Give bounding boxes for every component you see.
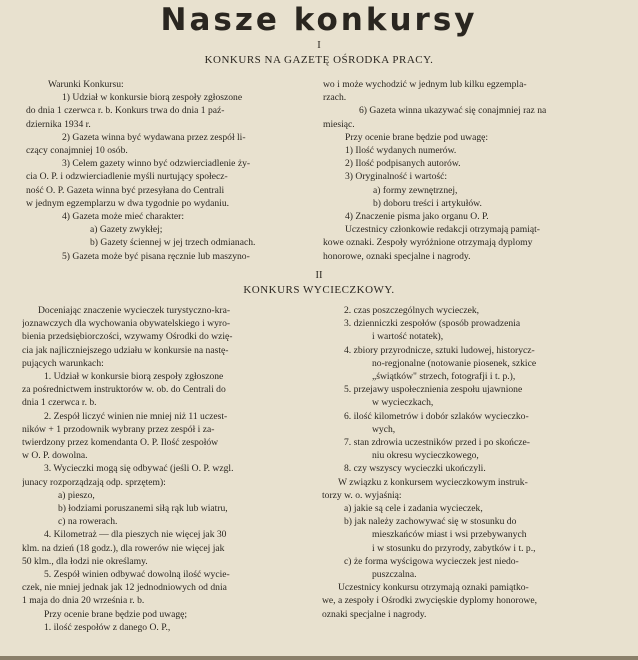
text-line: Przy ocenie brane będzie pod uwagę;	[44, 608, 188, 620]
text-line: 3. Wycieczki mogą się odbywać (jeśli O. P. wzgl.	[44, 463, 234, 475]
text-line: pujących warunkach:	[22, 357, 104, 369]
text-line: c) na rowerach.	[58, 516, 118, 528]
text-line: w jednym egzemplarzu w dwa tygodnie po wydaniu.	[26, 197, 230, 209]
text-line: do dnia 1 czerwca r. b. Konkurs trwa do dnia 1 paź-	[26, 105, 225, 117]
section-1-right-column	[323, 78, 615, 263]
text-line: 3) Oryginalność i wartość:	[345, 171, 448, 183]
text-line: 7. stan zdrowia uczestników przed i po skończe-	[344, 437, 530, 449]
text-line: we, a zespoły i Ośrodki zwycięskie dyplomy honorowe,	[322, 595, 538, 607]
text-line: dnia 1 czerwca r. b.	[22, 397, 97, 409]
text-line: bienia przedsiębiorczości, wzywamy Ośrodki do wzię-	[22, 331, 233, 343]
text-line: dziernika 1934 r.	[26, 118, 91, 130]
text-line: 1) Ilość wydanych numerów.	[345, 145, 457, 157]
text-line: junacy rozporządzają odp. sprzętem):	[22, 476, 166, 488]
section-1-heading: KONKURS NA GAZETĘ OŚRODKA PRACY.	[204, 54, 434, 66]
text-line: 2) Gazeta winna być wydawana przez zespół li-	[62, 131, 246, 143]
text-line: 3) Celem gazety winno być odzwierciadlenie ży-	[62, 158, 251, 170]
text-line: 4. zbiory przyrodnicze, sztuki ludowej, historycz-	[344, 344, 535, 356]
text-line: w wycieczkach,	[372, 397, 434, 409]
text-line: klm. na dzień (18 godz.), dla rowerów nie więcej jak	[22, 542, 225, 554]
section-2-heading: KONKURS WYCIECZKOWY.	[243, 284, 395, 296]
text-line: a) Gazety zwykłej;	[90, 224, 163, 236]
text-line: 2) Ilość podpisanych autorów.	[345, 158, 461, 170]
text-line: Warunki Konkursu:	[48, 79, 124, 90]
section-2-left-column	[22, 304, 314, 634]
text-line: Uczestnicy członkowie redakcji otrzymają pamiąt-	[345, 224, 540, 236]
text-line: cia jak najliczniejszego udziału w konkursie na nastę-	[22, 344, 229, 356]
text-line: wych,	[372, 423, 396, 435]
text-line: twierdzony przez komendanta O. P. Ilość zespołów	[22, 437, 219, 449]
text-line: 6. ilość kilometrów i dobór szlaków wycieczko-	[344, 410, 529, 422]
text-line: Uczestnicy konkursu otrzymają oznaki pamiątko-	[338, 582, 529, 594]
text-line: a) jakie są cele i zadania wycieczek,	[344, 503, 483, 515]
text-line: 1. ilość zespołów z danego O. P.,	[44, 621, 171, 633]
text-line: 3. dzienniczki zespołów (sposób prowadzenia	[344, 318, 521, 330]
text-line: 2. czas poszczególnych wycieczek,	[344, 305, 480, 316]
text-line: i w stosunku do przyrody, zabytków i t. p.,	[372, 542, 536, 554]
text-line: cia O. P. i odzwierciadlenie myśli nurtujący społecz-	[26, 171, 228, 183]
text-line: kowe oznaki. Zespoły wyróżnione otrzymają dyplomy	[323, 237, 533, 249]
text-line: 4) Znaczenie pisma jako organu O. P.	[345, 211, 489, 223]
text-line: 8. czy wszyscy wycieczki ukończyli.	[344, 463, 486, 475]
section-1-numeral: I	[317, 40, 321, 51]
text-line: 1 maja do dnia 20 września r. b.	[22, 595, 145, 607]
text-line: mieszkańców miast i wsi przebywanych	[372, 529, 527, 541]
text-line: 5. przejawy uspołecznienia zespołu ujawnione	[344, 384, 523, 396]
page-title: Nasze konkursy	[160, 2, 478, 38]
text-line: oznaki specjalne i nagrody.	[322, 608, 427, 620]
text-line: c) że forma wyścigowa wycieczek jest niedo-	[344, 555, 519, 567]
text-line: 1. Udział w konkursie biorą zespoły zgłoszone	[44, 371, 224, 383]
text-line: „świątków" strzech, fotografji i t. p.),	[372, 371, 516, 383]
text-line: b) Gazety ściennej w jej trzech odmianach.	[90, 237, 256, 249]
text-line: 5. Zespół winien odbywać dowolną ilość wycie-	[44, 569, 230, 581]
text-line: Doceniając znaczenie wycieczek turystyczno-kra-	[38, 305, 231, 316]
text-line: honorowe, oznaki specjalne i nagrody.	[323, 250, 471, 262]
text-line: ność O. P. Gazeta winna być przesyłana do Centrali	[26, 184, 225, 196]
text-line: 4. Kilometraż — dla pieszych nie więcej jak 30	[44, 529, 227, 541]
text-line: b) łodziami poruszanemi siłą rąk lub wiatru,	[58, 503, 228, 515]
text-line: czek, nie mniej jednak jak 12 jednodniowych od dnia	[22, 582, 227, 594]
text-line: b) jak należy zachowywać się w stosunku do	[344, 516, 517, 528]
text-line: niu okresu wycieczkowego,	[372, 450, 479, 462]
section-2-right-column	[322, 304, 618, 621]
text-line: joznawczych dla wychowania obywatelskiego i wyro-	[22, 318, 231, 330]
text-line: 2. Zespół liczyć winien nie mniej niż 11 uczest-	[44, 410, 228, 422]
text-line: i wartość notatek),	[372, 331, 444, 343]
text-line: Przy ocenie brane będzie pod uwagę:	[345, 131, 489, 143]
text-line: puszczalna.	[372, 569, 417, 581]
text-line: za pośrednictwem instruktorów w. ob. do Centrali do	[22, 384, 226, 396]
text-line: wo i może wychodzić w jednym lub kilku egzempla-	[323, 79, 527, 90]
text-line: ników + 1 przodownik wybrany przez zespół i za-	[22, 423, 215, 435]
text-line: rzach.	[323, 92, 347, 104]
text-line: w O. P. dowolna.	[22, 450, 88, 462]
page-bottom-edge	[0, 656, 638, 660]
text-line: 50 klm., dla łodzi nie określamy.	[22, 555, 148, 567]
text-line: 6) Gazeta winna ukazywać się conajmniej raz na	[359, 105, 547, 117]
text-line: torzy w. o. wyjaśnią:	[322, 489, 402, 501]
section-2-numeral: II	[315, 270, 323, 281]
text-line: 4) Gazeta może mieć charakter:	[62, 211, 184, 223]
section-1-left-column	[26, 78, 312, 263]
text-line: a) formy zewnętrznej,	[373, 184, 458, 196]
text-line: no-regjonalne (notowanie piosenek, szkice	[372, 357, 537, 369]
text-line: 1) Udział w konkursie biorą zespoły zgłoszone	[62, 92, 243, 104]
text-line: czący conajmniej 10 osób.	[26, 145, 128, 157]
text-line: miesiąc.	[323, 118, 355, 130]
text-line: a) pieszo,	[58, 489, 95, 501]
text-line: W związku z konkursem wycieczkowym instruk-	[338, 476, 528, 488]
text-line: 5) Gazeta może być pisana ręcznie lub maszyno-	[62, 250, 250, 262]
text-line: b) doboru treści i artykułów.	[373, 197, 482, 209]
